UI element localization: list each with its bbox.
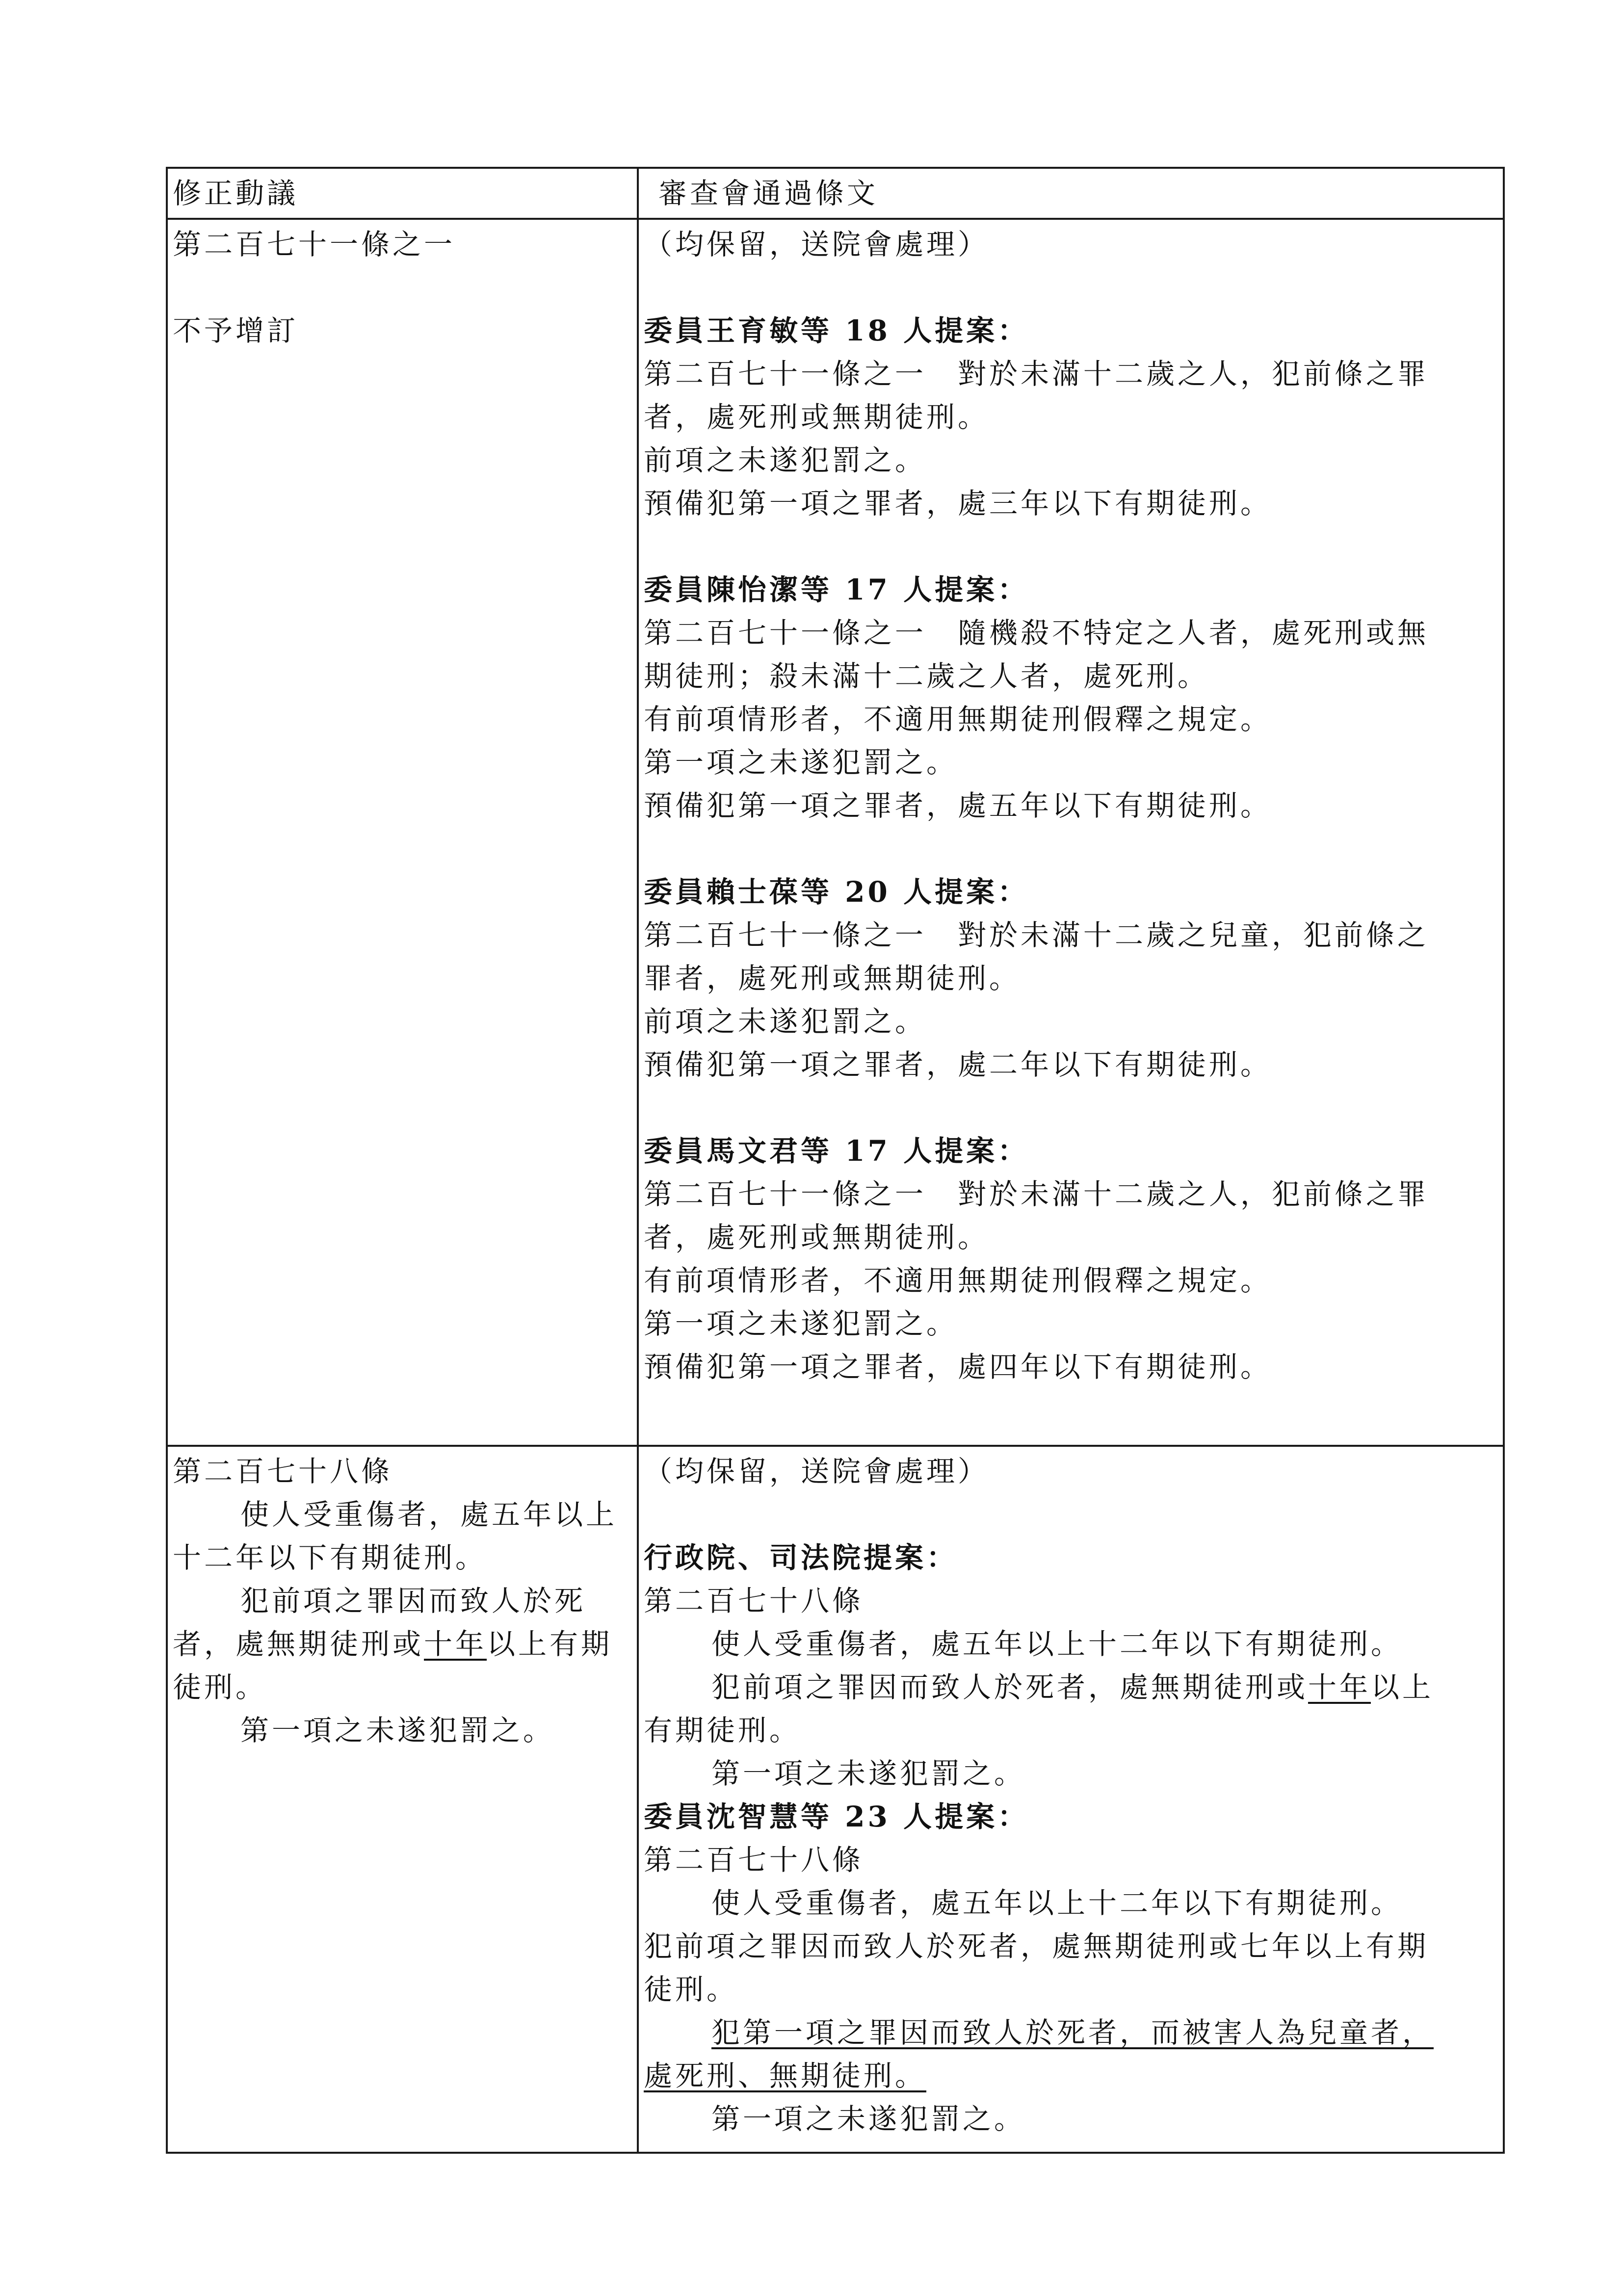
row1-left-cell (167, 219, 638, 1446)
proposal-block: 委員王育敏等 18 人提案： 第二百七十一條之一 對於未滿十二歲之人，犯前條之罪 者，處死刑或無期徒刑。 前項之未遂犯罰之。 預備犯第一項之罪者，處三年以下有期徒刑。 (644, 309, 1495, 525)
row2-left-cell: 第二百七十八條 使人受重傷者，處五年以上 十二年以下有期徒刑。 犯前項之罪因而致人於死 者，處無期徒刑或十年以上有期 徒刑。 第一項之未遂犯罰之。 (167, 1446, 638, 2153)
amended-term: 十年 (424, 1627, 487, 1661)
table-row (167, 1446, 1504, 2153)
added-clause: 處死刑、無期徒刑。 (644, 2059, 927, 2092)
proposal-block: 委員沈智慧等 23 人提案： 第二百七十八條 使人受重傷者，處五年以上十二年以下有期徒刑。 犯前項之罪因而致人於死者，處無期徒刑或七年以上有期 徒刑。 犯第一項之罪因而致人於死者，而被害人為兒童者， 處死刑、無期徒刑。 第一項之未遂犯罰之。 (644, 1795, 1495, 2140)
row1-right-cell (638, 219, 1504, 1446)
proposal-title: 行政院、司法院提案： (644, 1541, 958, 1574)
motion-note: 不予增訂 (173, 314, 299, 347)
proposal-title: 委員王育敏等 18 人提案： (644, 314, 1029, 347)
header-approved-text: 審查會通過條文 (638, 168, 1504, 219)
status-note: （均保留，送院會處理） (644, 1455, 990, 1488)
comparison-table (166, 167, 1505, 2154)
header-amendment-motion: 修正動議 (167, 168, 638, 219)
proposal-title: 委員陳怡潔等 17 人提案： (644, 573, 1029, 606)
status-note: （均保留，送院會處理） (644, 228, 990, 261)
proposal-title: 委員沈智慧等 23 人提案： (644, 1800, 1029, 1833)
row2-right-cell (638, 1446, 1504, 2153)
article-number: 第二百七十一條之一 (173, 228, 456, 261)
proposal-title: 委員馬文君等 17 人提案： (644, 1134, 1029, 1168)
table-row (167, 219, 1504, 1446)
added-clause: 犯第一項之罪因而致人於死者，而被害人為兒童者， (711, 2016, 1434, 2049)
proposal-title: 委員賴士葆等 20 人提案： (644, 875, 1029, 909)
proposal-block: 委員賴士葆等 20 人提案： 第二百七十一條之一 對於未滿十二歲之兒童，犯前條之 罪者，處死刑或無期徒刑。 前項之未遂犯罰之。 預備犯第一項之罪者，處二年以下有期徒刑。 (644, 870, 1495, 1086)
amended-term: 十年 (1308, 1670, 1371, 1704)
proposal-block: 委員陳怡潔等 17 人提案： 第二百七十一條之一 隨機殺不特定之人者，處死刑或無 期徒刑；殺未滿十二歲之人者，處死刑。 有前項情形者，不適用無期徒刑假釋之規定。 第一項之未遂犯罰之。 預備犯第一項之罪者，處五年以下有期徒刑。 (644, 568, 1495, 827)
proposal-block: 行政院、司法院提案： 第二百七十八條 使人受重傷者，處五年以上十二年以下有期徒刑。 犯前項之罪因而致人於死者，處無期徒刑或十年以上 有期徒刑。 第一項之未遂犯罰之。 (644, 1536, 1495, 1795)
article-number: 第二百七十八條 (173, 1455, 393, 1488)
table-header-row (167, 168, 1504, 219)
proposal-block: 委員馬文君等 17 人提案： 第二百七十一條之一 對於未滿十二歲之人，犯前條之罪 者，處死刑或無期徒刑。 有前項情形者，不適用無期徒刑假釋之規定。 第一項之未遂犯罰之。 預備犯第一項之罪者，處四年以下有期徒刑。 (644, 1129, 1495, 1388)
